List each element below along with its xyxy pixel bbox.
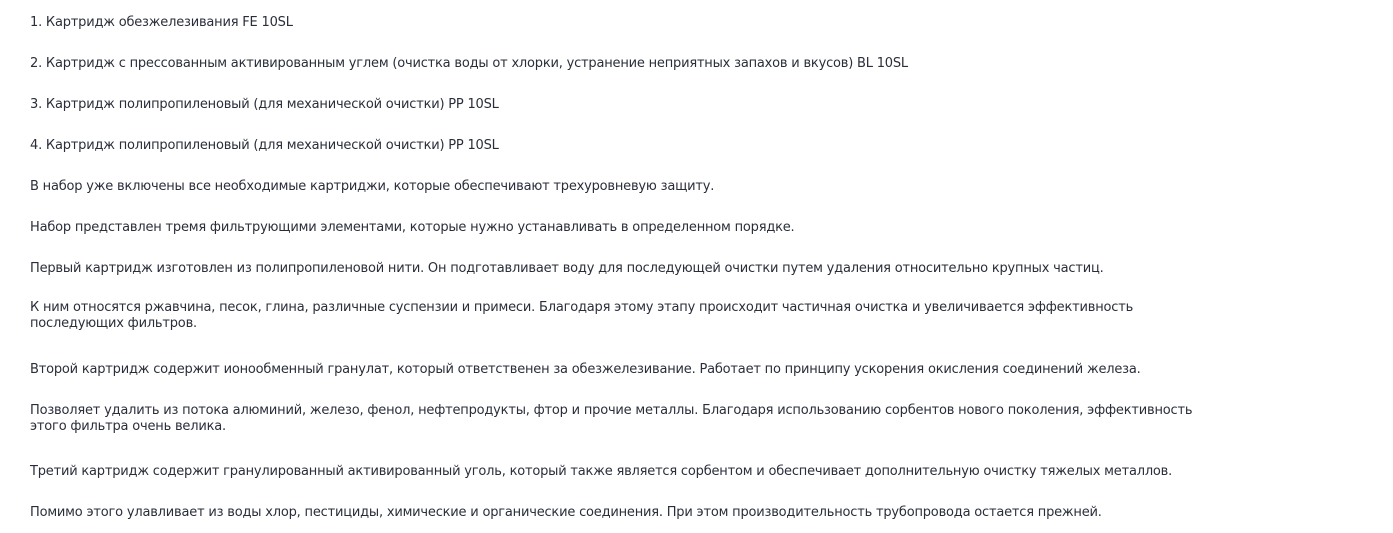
cartridge-item-4: 4. Картридж полипропиленовый (для механической очистки) PP 10SL (30, 138, 499, 153)
cartridge-item-1: 1. Картридж обезжелезивания FE 10SL (30, 15, 293, 30)
paragraph-third-cartridge: Третий картридж содержит гранулированный активированный уголь, который также является сорбентом и обеспечивает дополнительную очистку тяжелых металлов. (30, 464, 1173, 479)
paragraph-second-cartridge-details: Позволяет удалить из потока алюминий, железо, фенол, нефтепродукты, фтор и прочие металлы. Благодаря использованию сорбентов нового поколения, эффективность этого фильтра очень велика. (30, 403, 1193, 434)
paragraph-second-cartridge: Второй картридж содержит ионообменный гранулат, который ответственен за обезжелезивание. Работает по принципу ускорения окисления соединений железа. (30, 362, 1141, 377)
paragraph-first-cartridge: Первый картридж изготовлен из полипропиленовой нити. Он подготавливает воду для последующей очистки путем удаления относительно крупных частиц. (30, 261, 1104, 276)
cartridge-item-2: 2. Картридж с прессованным активированным углем (очистка воды от хлорки, устранение неприятных запахов и вкусов) BL 10SL (30, 56, 908, 71)
paragraph-first-cartridge-details: К ним относятся ржавчина, песок, глина, различные суспензии и примеси. Благодаря этому этапу происходит частичная очистка и увеличивается эффективность последующих фильтров. (30, 300, 1134, 331)
paragraph-set-includes: В набор уже включены все необходимые картриджи, которые обеспечивают трехуровневую защиту. (30, 179, 715, 194)
cartridge-item-3: 3. Картридж полипропиленовый (для механической очистки) PP 10SL (30, 97, 499, 112)
paragraph-third-cartridge-details: Помимо этого улавливает из воды хлор, пестициды, химические и органические соединения. При этом производительность трубопровода остается прежней. (30, 505, 1102, 520)
paragraph-set-elements: Набор представлен тремя фильтрующими элементами, которые нужно устанавливать в определенном порядке. (30, 220, 795, 235)
